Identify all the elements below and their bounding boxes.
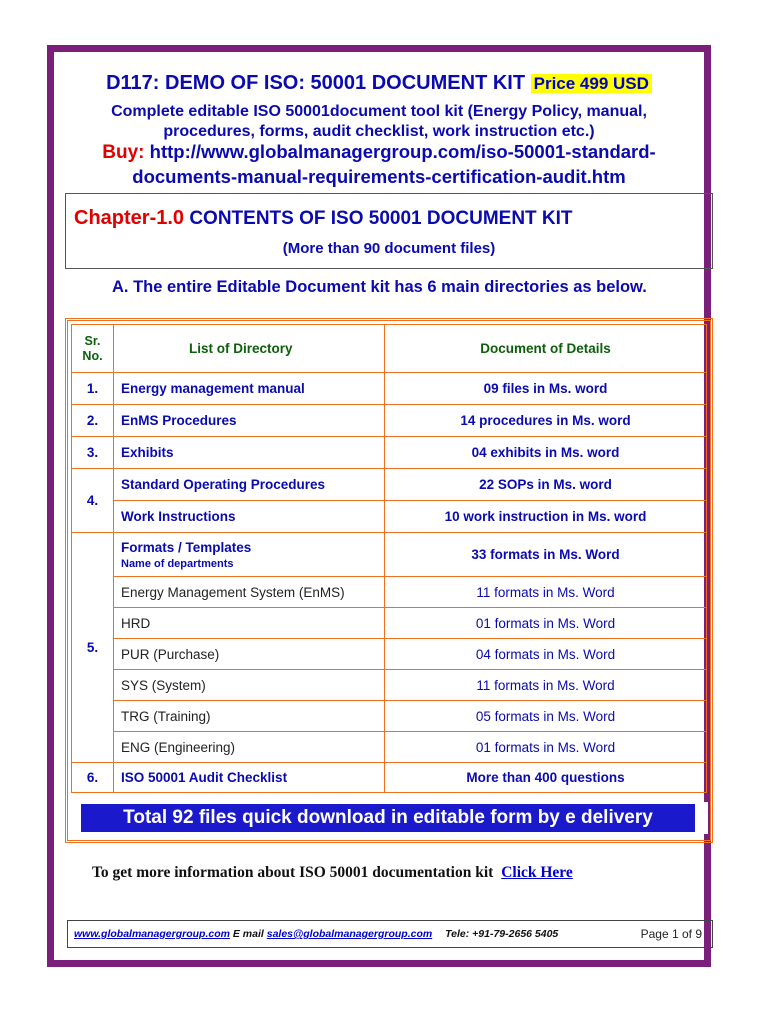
directory-table-wrap (65, 318, 713, 843)
table-row (72, 639, 707, 670)
doc-subtitle: Complete editable ISO 50001document tool kit (Energy Policy, manual, procedures, forms, audit checklist, work instruction etc.) (111, 103, 647, 140)
table-row (72, 469, 707, 501)
row-directory: HRD (114, 608, 385, 639)
row-directory: Standard Operating Procedures (114, 469, 385, 501)
row-details: 33 formats in Ms. Word (385, 533, 707, 577)
chapter-number: Chapter-1.0 (74, 207, 185, 229)
table-row (72, 608, 707, 639)
section-a-heading: A. The entire Editable Document kit has 6 main directories as below. (112, 278, 647, 296)
doc-title-text: D117: DEMO OF ISO: 50001 DOCUMENT KIT (106, 72, 526, 94)
row-details: 11 formats in Ms. Word (385, 670, 707, 701)
footer-email-link[interactable]: sales@globalmanagergroup.com (266, 928, 433, 940)
table-row (72, 670, 707, 701)
row-details: 10 work instruction in Ms. word (385, 501, 707, 533)
buy-url-link[interactable]: http://www.globalmanagergroup.com/iso-50001-standard-documents-manual-requirements-certification-audit.htm (132, 141, 656, 187)
row-sr: 2. (72, 405, 114, 437)
row-details: 14 procedures in Ms. word (385, 405, 707, 437)
row-directory: Energy Management System (EnMS) (114, 577, 385, 608)
col-header-details: Document of Details (385, 325, 707, 373)
page-frame (47, 45, 711, 967)
row-sr: 6. (72, 763, 114, 793)
buy-label: Buy: (102, 142, 145, 163)
table-row (72, 501, 707, 533)
col-header-sr: Sr. No. (72, 325, 114, 373)
doc-title (54, 72, 704, 95)
row-details: 09 files in Ms. word (385, 373, 707, 405)
price-badge: Price 499 USD (531, 74, 652, 93)
chapter-title: CONTENTS OF ISO 50001 DOCUMENT KIT (189, 208, 573, 229)
table-row (72, 373, 707, 405)
row-directory: TRG (Training) (114, 701, 385, 732)
row-directory-sublabel: Name of departments (121, 557, 234, 570)
row-directory-label: Formats / Templates (121, 539, 252, 555)
page-number: Page 1 of 9 (640, 927, 702, 941)
directory-table (71, 324, 707, 793)
more-info-line (92, 864, 573, 882)
table-row (72, 763, 707, 793)
row-details: 04 formats in Ms. Word (385, 639, 707, 670)
row-details: 04 exhibits in Ms. word (385, 437, 707, 469)
row-sr: 3. (72, 437, 114, 469)
row-details: 05 formats in Ms. Word (385, 701, 707, 732)
row-details: 01 formats in Ms. Word (385, 732, 707, 763)
click-here-link[interactable]: Click Here (501, 864, 573, 881)
chapter-heading (74, 207, 573, 230)
footer-contact (74, 928, 558, 940)
more-info-text: To get more information about ISO 50001 documentation kit (92, 864, 494, 881)
row-directory: Energy management manual (114, 373, 385, 405)
total-banner-text: Total 92 files quick download in editable form by e delivery (81, 804, 695, 832)
row-sr: 1. (72, 373, 114, 405)
buy-line (64, 140, 694, 189)
table-row (72, 533, 707, 577)
footer-email-label: E mail (232, 928, 264, 940)
row-directory (114, 533, 385, 577)
page-footer (67, 920, 713, 948)
table-header-row (72, 325, 707, 373)
row-directory: SYS (System) (114, 670, 385, 701)
row-details: 01 formats in Ms. Word (385, 608, 707, 639)
table-row (72, 577, 707, 608)
row-directory: Exhibits (114, 437, 385, 469)
footer-website-link[interactable]: www.globalmanagergroup.com (74, 928, 230, 940)
row-directory: EnMS Procedures (114, 405, 385, 437)
col-header-directory: List of Directory (114, 325, 385, 373)
table-row (72, 405, 707, 437)
table-row (72, 732, 707, 763)
table-row (72, 437, 707, 469)
row-directory: ENG (Engineering) (114, 732, 385, 763)
table-row (72, 701, 707, 732)
row-sr: 4. (72, 469, 114, 533)
row-details: 22 SOPs in Ms. word (385, 469, 707, 501)
row-directory: Work Instructions (114, 501, 385, 533)
chapter-box (65, 193, 713, 269)
row-directory: ISO 50001 Audit Checklist (114, 763, 385, 793)
chapter-subtitle: (More than 90 document files) (282, 240, 496, 257)
total-banner (68, 802, 708, 834)
row-details: 11 formats in Ms. Word (385, 577, 707, 608)
row-directory: PUR (Purchase) (114, 639, 385, 670)
footer-telephone: Tele: +91-79-2656 5405 (445, 928, 559, 940)
row-sr: 5. (72, 533, 114, 763)
row-details: More than 400 questions (385, 763, 707, 793)
